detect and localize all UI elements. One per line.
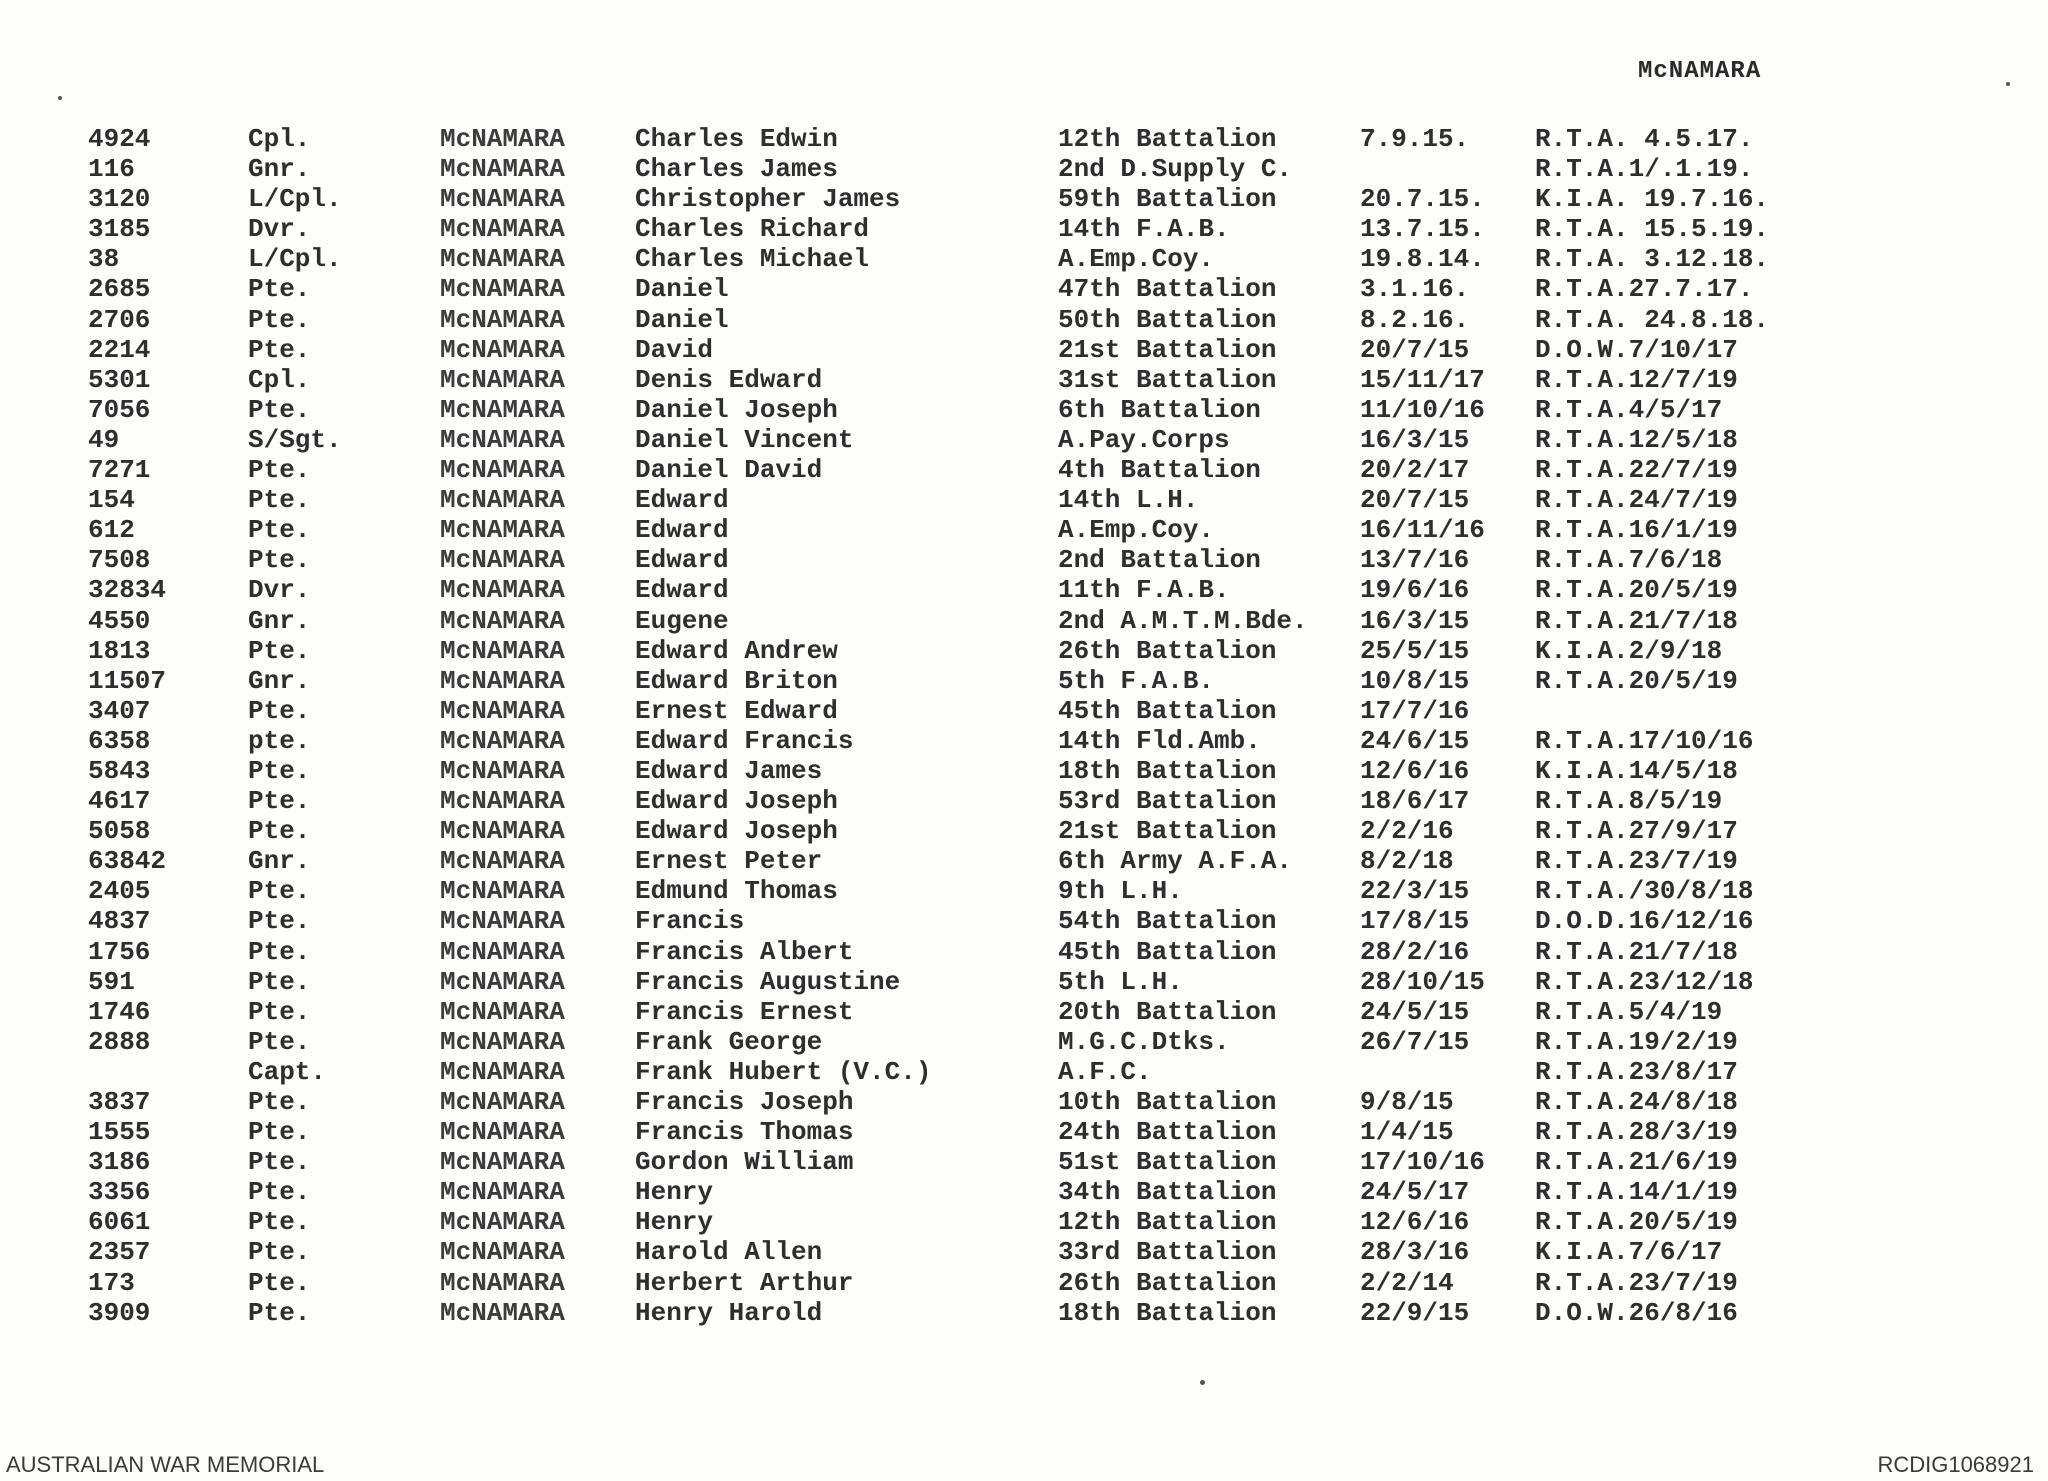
unit: A.Emp.Coy. (1058, 515, 1215, 546)
service-number: 7271 (88, 455, 151, 486)
fate: R.T.A. 24.8.18. (1535, 304, 1770, 335)
fate: K.I.A.7/6/17 (1535, 1237, 1723, 1268)
ink-speck (2006, 82, 2010, 86)
service-number: 2405 (88, 876, 151, 907)
given-names: Ernest Peter (635, 846, 823, 877)
rank: Cpl. (248, 124, 311, 154)
service-number: 1813 (88, 635, 151, 666)
enlistment-date: 16/3/15 (1360, 424, 1470, 455)
enlistment-date: 12/6/16 (1360, 1207, 1470, 1238)
unit: 5th L.H. (1058, 966, 1183, 997)
enlistment-date: 7.9.15. (1360, 124, 1470, 154)
given-names: Gordon William (635, 1147, 854, 1178)
given-names: Herbert Arthur (635, 1267, 854, 1298)
given-names: Charles James (635, 154, 838, 185)
unit: 9th L.H. (1058, 876, 1183, 907)
enlistment-date: 11/10/16 (1360, 394, 1485, 425)
given-names: Edward Joseph (635, 816, 838, 847)
fate: R.T.A. 3.12.18. (1535, 244, 1770, 275)
given-names: Edward (635, 575, 729, 606)
service-number: 4837 (88, 906, 151, 937)
fate: R.T.A.12/5/18 (1535, 424, 1738, 455)
surname: McNAMARA (440, 1147, 565, 1178)
unit: 2nd A.M.T.M.Bde. (1058, 605, 1308, 636)
rank: Dvr. (248, 575, 311, 606)
surname: McNAMARA (440, 394, 565, 425)
rank: Pte. (248, 1237, 311, 1268)
rank: Pte. (248, 906, 311, 937)
enlistment-date: 12/6/16 (1360, 755, 1470, 786)
rank: Pte. (248, 304, 311, 335)
enlistment-date: 28/3/16 (1360, 1237, 1470, 1268)
enlistment-date: 2/2/16 (1360, 816, 1454, 847)
unit: 34th Battalion (1058, 1177, 1277, 1208)
unit: 26th Battalion (1058, 635, 1277, 666)
fate: R.T.A.28/3/19 (1535, 1117, 1738, 1148)
given-names: Edward Briton (635, 665, 838, 696)
unit: 2nd D.Supply C. (1058, 154, 1293, 185)
enlistment-date: 28/10/15 (1360, 966, 1485, 997)
enlistment-date: 1/4/15 (1360, 1117, 1454, 1148)
footer-record-id: RCDIG1068921 (1877, 1452, 2034, 1477)
service-number: 3356 (88, 1177, 151, 1208)
service-number: 154 (88, 485, 135, 516)
fate: R.T.A.23/7/19 (1535, 846, 1738, 877)
enlistment-date: 9/8/15 (1360, 1087, 1454, 1117)
unit: A.Emp.Coy. (1058, 244, 1215, 275)
service-number: 2357 (88, 1237, 151, 1268)
enlistment-date: 25/5/15 (1360, 635, 1470, 666)
given-names: Frank George (635, 1026, 823, 1057)
service-number: 7508 (88, 545, 151, 576)
surname: McNAMARA (440, 786, 565, 817)
fate: R.T.A.21/7/18 (1535, 605, 1738, 636)
surname: McNAMARA (440, 1056, 565, 1087)
surname: McNAMARA (440, 1026, 565, 1057)
service-number: 3837 (88, 1087, 151, 1117)
rank: Pte. (248, 274, 311, 305)
fate: R.T.A.20/5/19 (1535, 1207, 1738, 1238)
given-names: Edward Andrew (635, 635, 838, 666)
given-names: Francis Thomas (635, 1117, 854, 1148)
given-names: Henry (635, 1207, 714, 1238)
given-names: Francis Joseph (635, 1087, 854, 1117)
given-names: Edward (635, 515, 729, 546)
rank: Cpl. (248, 364, 311, 395)
enlistment-date: 24/5/15 (1360, 996, 1470, 1027)
unit: A.F.C. (1058, 1056, 1152, 1087)
fate: D.O.W.7/10/17 (1535, 334, 1738, 365)
enlistment-date: 20/7/15 (1360, 485, 1470, 516)
unit: 21st Battalion (1058, 816, 1277, 847)
fate: D.O.D.16/12/16 (1535, 906, 1754, 937)
enlistment-date: 17/7/16 (1360, 695, 1470, 726)
page-header-surname: McNAMARA (1638, 58, 1762, 85)
surname: McNAMARA (440, 184, 565, 215)
fate: R.T.A. 15.5.19. (1535, 214, 1770, 245)
enlistment-date: 28/2/16 (1360, 936, 1470, 967)
enlistment-date: 17/10/16 (1360, 1147, 1485, 1178)
surname: McNAMARA (440, 485, 565, 516)
fate: R.T.A.21/6/19 (1535, 1147, 1738, 1178)
fate: R.T.A.16/1/19 (1535, 515, 1738, 546)
service-number: 49 (88, 424, 120, 455)
unit: 6th Battalion (1058, 394, 1261, 425)
surname: McNAMARA (440, 695, 565, 726)
unit: 50th Battalion (1058, 304, 1277, 335)
service-number: 3909 (88, 1297, 151, 1328)
fate: R.T.A.24/8/18 (1535, 1087, 1738, 1117)
service-number: 63842 (88, 846, 167, 877)
unit: 2nd Battalion (1058, 545, 1261, 576)
rank: Pte. (248, 966, 311, 997)
fate: R.T.A.23/12/18 (1535, 966, 1754, 997)
fate: R.T.A.4/5/17 (1535, 394, 1723, 425)
service-number: 38 (88, 244, 120, 275)
surname: McNAMARA (440, 1117, 565, 1148)
enlistment-date: 22/9/15 (1360, 1297, 1470, 1328)
surname: McNAMARA (440, 364, 565, 395)
surname: McNAMARA (440, 304, 565, 335)
surname: McNAMARA (440, 274, 565, 305)
service-number: 4924 (88, 124, 151, 154)
given-names: Charles Michael (635, 244, 870, 275)
surname: McNAMARA (440, 455, 565, 486)
fate: R.T.A.12/7/19 (1535, 364, 1738, 395)
rank: pte. (248, 725, 311, 756)
enlistment-date: 2/2/14 (1360, 1267, 1454, 1298)
fate: K.I.A.14/5/18 (1535, 755, 1738, 786)
service-number: 173 (88, 1267, 135, 1298)
fate: R.T.A.23/8/17 (1535, 1056, 1738, 1087)
surname: McNAMARA (440, 665, 565, 696)
service-number: 32834 (88, 575, 167, 606)
given-names: Daniel (635, 274, 729, 305)
surname: McNAMARA (440, 545, 565, 576)
rank: Pte. (248, 485, 311, 516)
service-number: 1746 (88, 996, 151, 1027)
given-names: Frank Hubert (V.C.) (635, 1056, 932, 1087)
unit: 59th Battalion (1058, 184, 1277, 215)
service-number: 2706 (88, 304, 151, 335)
enlistment-date: 17/8/15 (1360, 906, 1470, 937)
surname: McNAMARA (440, 876, 565, 907)
rank: Pte. (248, 1147, 311, 1178)
given-names: Edward James (635, 755, 823, 786)
rank: Pte. (248, 816, 311, 847)
surname: McNAMARA (440, 755, 565, 786)
rank: Pte. (248, 334, 311, 365)
surname: McNAMARA (440, 154, 565, 185)
enlistment-date: 16/11/16 (1360, 515, 1485, 546)
surname: McNAMARA (440, 846, 565, 877)
service-number: 2888 (88, 1026, 151, 1057)
rank: Pte. (248, 755, 311, 786)
surname: McNAMARA (440, 1297, 565, 1328)
fate: R.T.A.27.7.17. (1535, 274, 1754, 305)
service-number: 1756 (88, 936, 151, 967)
service-number: 591 (88, 966, 135, 997)
enlistment-date: 15/11/17 (1360, 364, 1485, 395)
surname: McNAMARA (440, 1267, 565, 1298)
footer-institution: AUSTRALIAN WAR MEMORIAL (6, 1452, 325, 1477)
fate: R.T.A.7/6/18 (1535, 545, 1723, 576)
unit: 53rd Battalion (1058, 786, 1277, 817)
given-names: Francis Augustine (635, 966, 901, 997)
unit: A.Pay.Corps (1058, 424, 1230, 455)
rank: Pte. (248, 1117, 311, 1148)
enlistment-date: 19/6/16 (1360, 575, 1470, 606)
rank: Pte. (248, 1177, 311, 1208)
service-number: 116 (88, 154, 135, 185)
enlistment-date: 13/7/16 (1360, 545, 1470, 576)
enlistment-date: 20.7.15. (1360, 184, 1485, 215)
service-number: 4617 (88, 786, 151, 817)
fate: R.T.A. 4.5.17. (1535, 124, 1754, 154)
surname: McNAMARA (440, 996, 565, 1027)
enlistment-date: 24/6/15 (1360, 725, 1470, 756)
unit: 12th Battalion (1058, 1207, 1277, 1238)
given-names: Edmund Thomas (635, 876, 838, 907)
fate: R.T.A.14/1/19 (1535, 1177, 1738, 1208)
enlistment-date: 8/2/18 (1360, 846, 1454, 877)
rank: Pte. (248, 515, 311, 546)
rank: Gnr. (248, 154, 311, 185)
service-number: 6358 (88, 725, 151, 756)
surname: McNAMARA (440, 424, 565, 455)
given-names: Edward Joseph (635, 786, 838, 817)
given-names: Edward Francis (635, 725, 854, 756)
fate: K.I.A. 19.7.16. (1535, 184, 1770, 215)
surname: McNAMARA (440, 1237, 565, 1268)
rank: Pte. (248, 996, 311, 1027)
enlistment-date: 8.2.16. (1360, 304, 1470, 335)
rank: Pte. (248, 635, 311, 666)
unit: 47th Battalion (1058, 274, 1277, 305)
unit: 33rd Battalion (1058, 1237, 1277, 1268)
surname: McNAMARA (440, 334, 565, 365)
rank: Pte. (248, 455, 311, 486)
service-number: 6061 (88, 1207, 151, 1238)
ink-speck (1200, 1380, 1205, 1385)
surname: McNAMARA (440, 1087, 565, 1117)
fate: R.T.A.20/5/19 (1535, 575, 1738, 606)
given-names: Daniel (635, 304, 729, 335)
surname: McNAMARA (440, 575, 565, 606)
fate: R.T.A.20/5/19 (1535, 665, 1738, 696)
given-names: Charles Richard (635, 214, 870, 245)
surname: McNAMARA (440, 816, 565, 847)
surname: McNAMARA (440, 635, 565, 666)
rank: Pte. (248, 1026, 311, 1057)
surname: McNAMARA (440, 515, 565, 546)
given-names: Daniel Vincent (635, 424, 854, 455)
service-number: 1555 (88, 1117, 151, 1148)
fate: R.T.A.27/9/17 (1535, 816, 1738, 847)
enlistment-date: 10/8/15 (1360, 665, 1470, 696)
unit: 14th F.A.B. (1058, 214, 1230, 245)
unit: 4th Battalion (1058, 455, 1261, 486)
fate: R.T.A.21/7/18 (1535, 936, 1738, 967)
service-number: 5058 (88, 816, 151, 847)
given-names: David (635, 334, 714, 365)
service-number: 3185 (88, 214, 151, 245)
service-number: 3186 (88, 1147, 151, 1178)
unit: 26th Battalion (1058, 1267, 1277, 1298)
service-number: 11507 (88, 665, 167, 696)
rank: Pte. (248, 1267, 311, 1298)
service-number: 5301 (88, 364, 151, 395)
fate: K.I.A.2/9/18 (1535, 635, 1723, 666)
unit: 10th Battalion (1058, 1087, 1277, 1117)
surname: McNAMARA (440, 605, 565, 636)
unit: 31st Battalion (1058, 364, 1277, 395)
rank: Pte. (248, 1207, 311, 1238)
given-names: Harold Allen (635, 1237, 823, 1268)
rank: Pte. (248, 876, 311, 907)
rank: Pte. (248, 1297, 311, 1328)
fate: R.T.A.1/.1.19. (1535, 154, 1754, 185)
rank: L/Cpl. (248, 184, 342, 215)
surname: McNAMARA (440, 966, 565, 997)
enlistment-date: 20/7/15 (1360, 334, 1470, 365)
given-names: Eugene (635, 605, 729, 636)
rank: Gnr. (248, 846, 311, 877)
enlistment-date: 20/2/17 (1360, 455, 1470, 486)
rank: Pte. (248, 695, 311, 726)
surname: McNAMARA (440, 725, 565, 756)
unit: 6th Army A.F.A. (1058, 846, 1293, 877)
enlistment-date: 22/3/15 (1360, 876, 1470, 907)
given-names: Edward (635, 485, 729, 516)
rank: Pte. (248, 1087, 311, 1117)
fate: R.T.A.22/7/19 (1535, 455, 1738, 486)
given-names: Henry (635, 1177, 714, 1208)
given-names: Daniel David (635, 455, 823, 486)
rank: Gnr. (248, 665, 311, 696)
unit: 18th Battalion (1058, 755, 1277, 786)
fate: R.T.A.19/2/19 (1535, 1026, 1738, 1057)
given-names: Francis (635, 906, 745, 937)
given-names: Charles Edwin (635, 124, 838, 154)
fate: R.T.A.8/5/19 (1535, 786, 1723, 817)
unit: 12th Battalion (1058, 124, 1277, 154)
fate: R.T.A.5/4/19 (1535, 996, 1723, 1027)
fate: R.T.A./30/8/18 (1535, 876, 1754, 907)
surname: McNAMARA (440, 124, 565, 154)
rank: Pte. (248, 545, 311, 576)
fate: R.T.A.17/10/16 (1535, 725, 1754, 756)
rank: Capt. (248, 1056, 327, 1087)
service-number: 5843 (88, 755, 151, 786)
service-number: 2214 (88, 334, 151, 365)
service-number: 2685 (88, 274, 151, 305)
service-number: 3120 (88, 184, 151, 215)
given-names: Francis Ernest (635, 996, 854, 1027)
rank: L/Cpl. (248, 244, 342, 275)
service-number: 7056 (88, 394, 151, 425)
rank: Pte. (248, 394, 311, 425)
ink-speck (58, 96, 62, 100)
given-names: Christopher James (635, 184, 901, 215)
unit: 54th Battalion (1058, 906, 1277, 937)
surname: McNAMARA (440, 214, 565, 245)
unit: 20th Battalion (1058, 996, 1277, 1027)
enlistment-date: 16/3/15 (1360, 605, 1470, 636)
surname: McNAMARA (440, 936, 565, 967)
unit: 51st Battalion (1058, 1147, 1277, 1178)
rank: Pte. (248, 786, 311, 817)
surname: McNAMARA (440, 244, 565, 275)
unit: 45th Battalion (1058, 936, 1277, 967)
surname: McNAMARA (440, 906, 565, 937)
fate: D.O.W.26/8/16 (1535, 1297, 1738, 1328)
unit: 14th L.H. (1058, 485, 1199, 516)
enlistment-date: 19.8.14. (1360, 244, 1485, 275)
service-number: 4550 (88, 605, 151, 636)
rank: S/Sgt. (248, 424, 342, 455)
rank: Pte. (248, 936, 311, 967)
surname: McNAMARA (440, 1207, 565, 1238)
given-names: Edward (635, 545, 729, 576)
unit: M.G.C.Dtks. (1058, 1026, 1230, 1057)
given-names: Denis Edward (635, 364, 823, 395)
rank: Dvr. (248, 214, 311, 245)
service-number: 612 (88, 515, 135, 546)
unit: 45th Battalion (1058, 695, 1277, 726)
given-names: Ernest Edward (635, 695, 838, 726)
enlistment-date: 26/7/15 (1360, 1026, 1470, 1057)
unit: 5th F.A.B. (1058, 665, 1215, 696)
rank: Gnr. (248, 605, 311, 636)
given-names: Francis Albert (635, 936, 854, 967)
unit: 14th Fld.Amb. (1058, 725, 1261, 756)
enlistment-date: 3.1.16. (1360, 274, 1470, 305)
fate: R.T.A.23/7/19 (1535, 1267, 1738, 1298)
given-names: Henry Harold (635, 1297, 823, 1328)
fate: R.T.A.24/7/19 (1535, 485, 1738, 516)
enlistment-date: 18/6/17 (1360, 786, 1470, 817)
enlistment-date: 24/5/17 (1360, 1177, 1470, 1208)
service-number: 3407 (88, 695, 151, 726)
surname: McNAMARA (440, 1177, 565, 1208)
unit: 18th Battalion (1058, 1297, 1277, 1328)
given-names: Daniel Joseph (635, 394, 838, 425)
unit: 24th Battalion (1058, 1117, 1277, 1148)
unit: 21st Battalion (1058, 334, 1277, 365)
unit: 11th F.A.B. (1058, 575, 1230, 606)
enlistment-date: 13.7.15. (1360, 214, 1485, 245)
